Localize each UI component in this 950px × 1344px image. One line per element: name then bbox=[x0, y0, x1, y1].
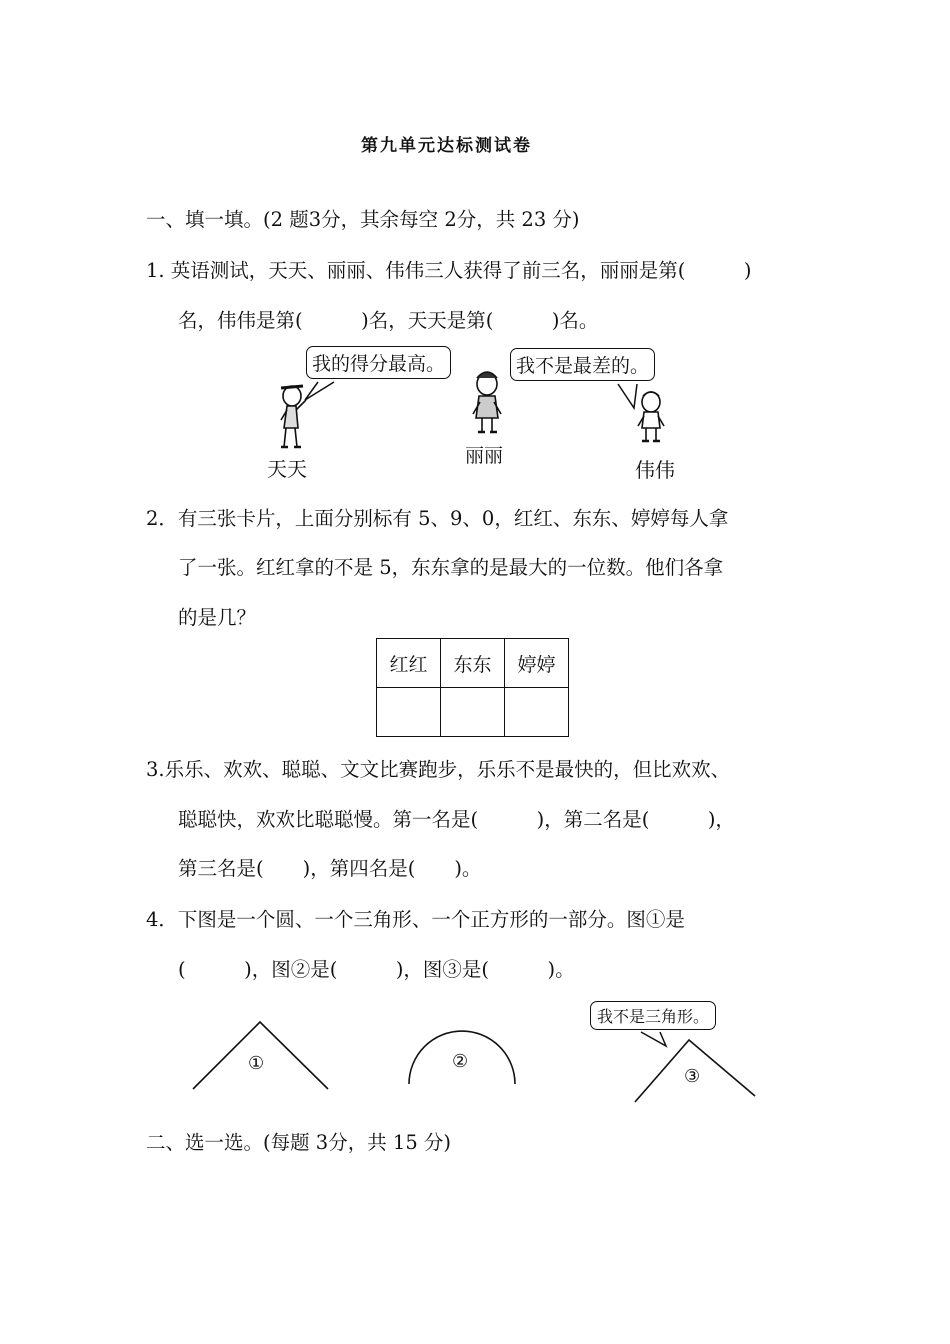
q3-line2: 聪聪快，欢欢比聪聪慢。第一名是( )，第二名是( )， bbox=[178, 808, 735, 831]
section2-heading: 二、选一选。(每题 3分，共 15 分) bbox=[146, 1131, 452, 1154]
q2-line1: 2．有三张卡片，上面分别标有 5、9、0，红红、东东、婷婷每人拿 bbox=[146, 507, 729, 530]
name-tiantian: 天天 bbox=[267, 457, 307, 481]
page-title: 第九单元达标测试卷 bbox=[361, 136, 532, 156]
name-weiwei: 伟伟 bbox=[635, 458, 675, 482]
q4-line1: 4．下图是一个圆、一个三角形、一个正方形的一部分。图①是 bbox=[146, 908, 685, 931]
weiwei-speech-bubble: 我不是最差的。 bbox=[510, 348, 655, 381]
table-header-tingting: 婷婷 bbox=[505, 639, 569, 688]
tiantian-speech-bubble: 我的得分最高。 bbox=[306, 346, 451, 379]
q1-line2: 名，伟伟是第( )名，天天是第( )名。 bbox=[178, 309, 599, 332]
q3-line1: 3.乐乐、欢欢、聪聪、文文比赛跑步，乐乐不是最快的，但比欢欢、 bbox=[146, 758, 731, 781]
figure1-label: ① bbox=[248, 1053, 265, 1074]
name-lili: 丽丽 bbox=[465, 445, 504, 467]
q2-line3: 的是几？ bbox=[178, 606, 257, 629]
q1-line1: 1. 英语测试，天天、丽丽、伟伟三人获得了前三名，丽丽是第( ) bbox=[146, 259, 752, 282]
q3-line3: 第三名是( )，第四名是( )。 bbox=[178, 857, 482, 880]
table-header-honghong: 红红 bbox=[377, 639, 441, 688]
q4-line2: ( )，图②是( )，图③是( )。 bbox=[178, 958, 575, 981]
table-header-dongdong: 东东 bbox=[441, 639, 505, 688]
figure3-label: ③ bbox=[684, 1066, 701, 1087]
figure3-speech-bubble: 我不是三角形。 bbox=[590, 1001, 716, 1030]
section1-heading: 一、填一填。(2 题3分，其余每空 2分，共 23 分) bbox=[146, 208, 580, 231]
figure2-label: ② bbox=[452, 1051, 469, 1072]
figure3-bubble-tail bbox=[641, 1032, 666, 1046]
q2-line2: 了一张。红红拿的不是 5，东东拿的是最大的一位数。他们各拿 bbox=[178, 556, 724, 579]
